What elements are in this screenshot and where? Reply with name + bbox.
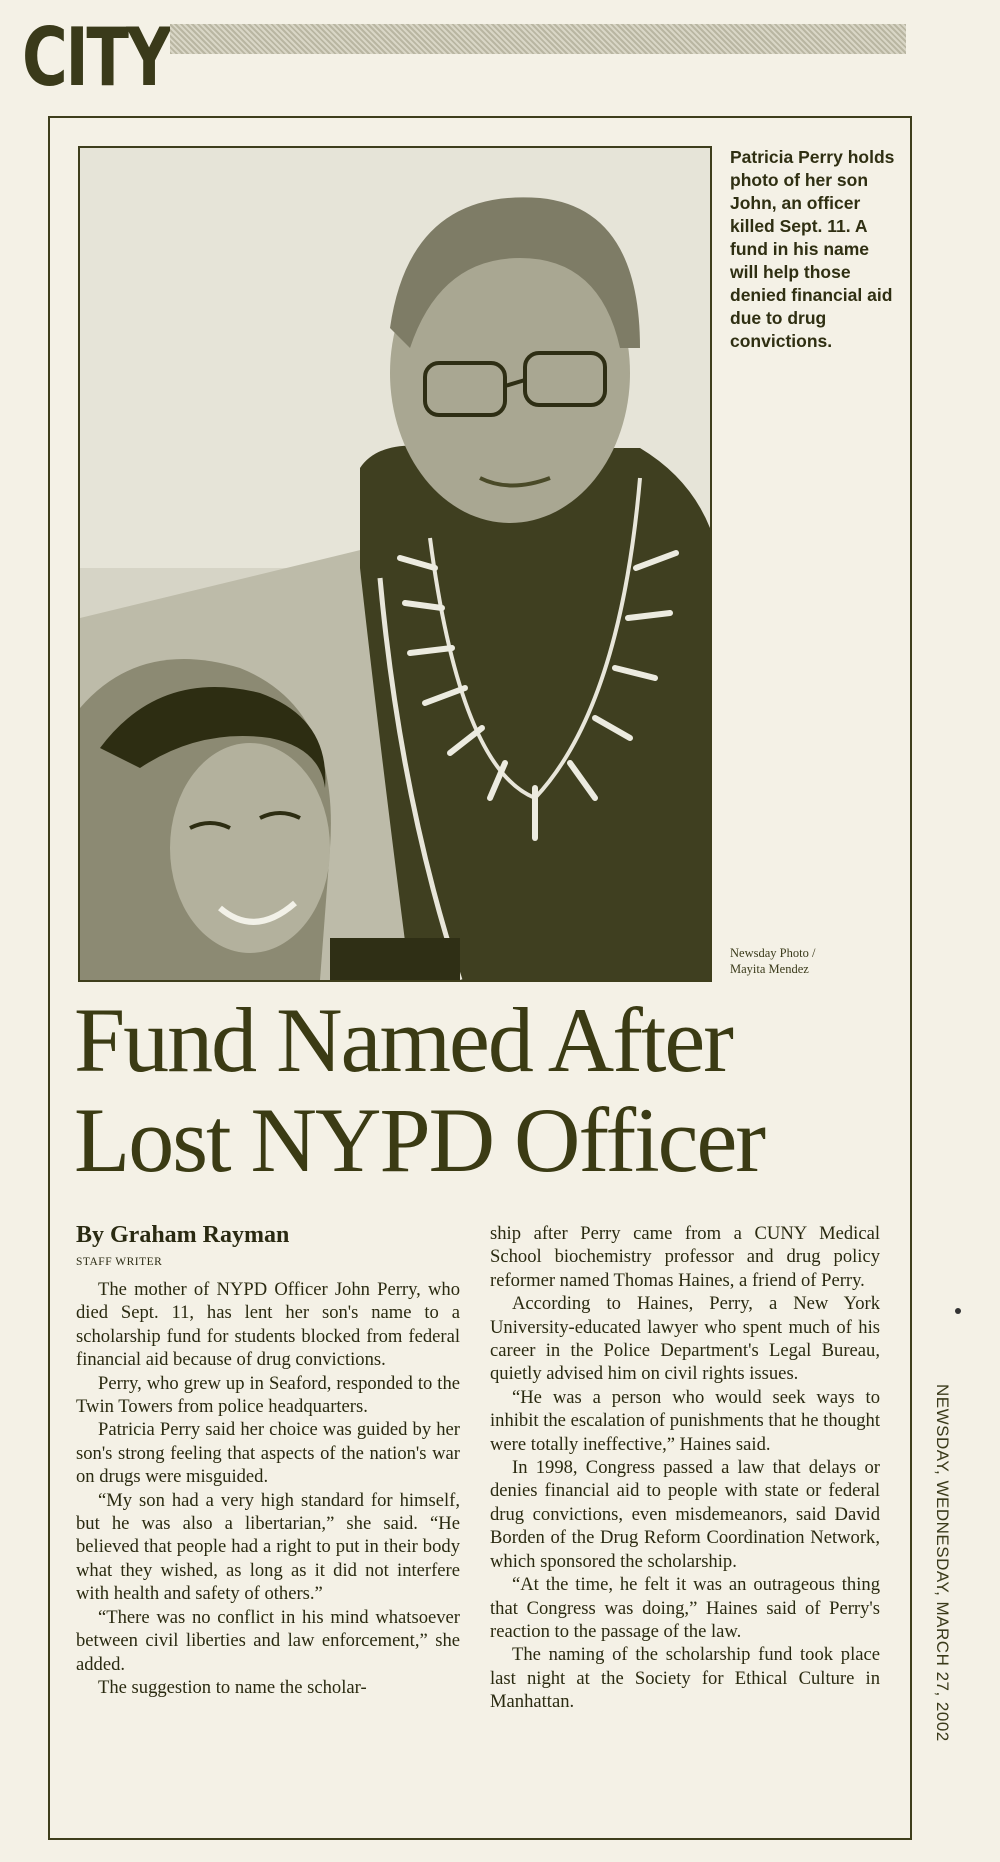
headline-line-1: Fund Named After (74, 989, 732, 1091)
paragraph: ship after Perry came from a CUNY Medical School biochemistry professor and drug policy reformer named Thomas Haines, a friend of Perry. (490, 1223, 880, 1291)
paragraph: The mother of NYPD Officer John Perry, who died Sept. 11, has lent her son's name to a scholarship fund for students blocked from federal financial aid because of drug convictions. (76, 1279, 460, 1371)
headline-line-2: Lost NYPD Officer (74, 1089, 764, 1191)
byline: By Graham Rayman (76, 1222, 290, 1248)
article-column-1 (76, 1278, 460, 1699)
paragraph: The suggestion to name the scholar- (98, 1676, 367, 1698)
paragraph: Patricia Perry said her choice was guided by her son's strong feeling that aspects of the nation's war on drugs were misguided. (76, 1419, 460, 1488)
headline (74, 990, 894, 1190)
paragraph: “He was a person who would seek ways to inhibit the escalation of punishments that he thought were totally ineffective,” Haines said. (490, 1386, 880, 1455)
section-flag: CITY (22, 11, 170, 104)
byline-role: STAFF WRITER (76, 1256, 163, 1268)
scan-speck (955, 1308, 961, 1314)
paragraph: According to Haines, Perry, a New York University-educated lawyer who spent much of his career in the Police Department's Legal Bureau, quietly advised him on civil rights issues. (490, 1293, 880, 1385)
article-photo (78, 146, 712, 982)
paragraph: “At the time, he felt it was an outrageous thing that Congress was doing,” Haines said of Perry's reaction to the passage of the law. (490, 1574, 880, 1642)
paragraph: The naming of the scholarship fund took place last night at the Society for Ethical Culture in Manhattan. (490, 1644, 880, 1713)
photo-credit (730, 945, 902, 977)
photo-caption: Patricia Perry holds photo of her son John, an officer killed Sept. 11. A fund in his name will help those denied financial aid due to drug convictions. (730, 147, 895, 351)
article-column-2 (490, 1222, 880, 1714)
paragraph: In 1998, Congress passed a law that delays or denies financial aid to people with state or federal drug convictions, even misdemeanors, said David Borden of the Drug Reform Coordination Network, which sponsored the scholarship. (490, 1457, 880, 1572)
section-rule (170, 24, 906, 54)
dateline (928, 1384, 954, 1764)
paragraph: Perry, who grew up in Seaford, responded to the Twin Towers from police headquarters. (76, 1372, 460, 1418)
dateline-text: NEWSDAY, WEDNESDAY, MARCH 27, 2002 (933, 1384, 952, 1742)
paragraph: “My son had a very high standard for himself, but he was also a libertarian,” she said. “He believed that people had a right to put in their body what they wished, as long as it did not interfere with health and safety of others.” (76, 1489, 460, 1605)
paragraph: “There was no conflict in his mind whatsoever between civil liberties and law enforcement,” she added. (76, 1606, 460, 1675)
photo-credit-photographer: Mayita Mendez (730, 962, 809, 976)
photo-credit-source: Newsday Photo / (730, 946, 816, 960)
